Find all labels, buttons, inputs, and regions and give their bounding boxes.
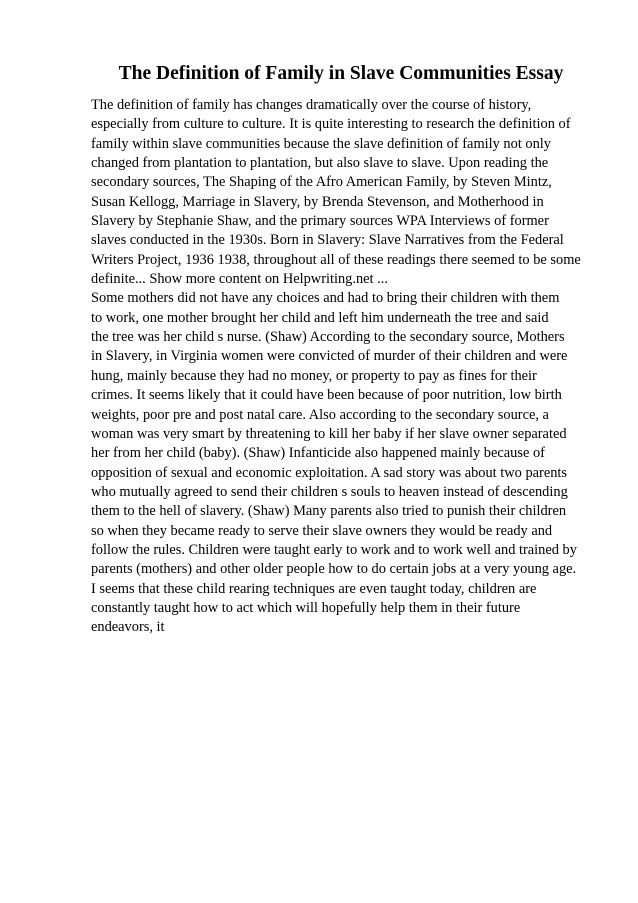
- body-line: her from her child (baby). (Shaw) Infanticide also happened mainly because of: [91, 445, 545, 462]
- body-line: hung, mainly because they had no money, or property to pay as fines for their: [91, 367, 537, 384]
- body-line: opposition of sexual and economic exploitation. A sad story was about two parents: [91, 464, 568, 481]
- body-line: constantly taught how to act which will hopefully help them in their future: [91, 599, 521, 616]
- document-body: [91, 96, 591, 638]
- body-line: weights, poor pre and post natal care. Also according to the secondary source, a: [91, 406, 549, 423]
- body-line: follow the rules. Children were taught early to work and to work well and trained by: [91, 541, 577, 558]
- body-line: Some mothers did not have any choices and had to bring their children with them: [91, 290, 560, 307]
- body-line: so when they became ready to serve their slave owners they would be ready and: [91, 522, 553, 539]
- body-line: Writers Project, 1936 1938, throughout all of these readings there seemed to be some: [91, 251, 581, 268]
- body-line: to work, one mother brought her child and left him underneath the tree and said: [91, 309, 549, 326]
- body-line: especially from culture to culture. It is quite interesting to research the definition of: [91, 116, 571, 133]
- body-line: family within slave communities because the slave definition of family not only: [91, 135, 551, 152]
- body-line: secondary sources, The Shaping of the Afro American Family, by Steven Mintz,: [91, 174, 552, 191]
- body-line: in Slavery, in Virginia women were convicted of murder of their children and were: [91, 348, 568, 365]
- body-line: Susan Kellogg, Marriage in Slavery, by Brenda Stevenson, and Motherhood in: [91, 193, 544, 210]
- document-title: The Definition of Family in Slave Communities Essay: [118, 63, 564, 84]
- body-line: slaves conducted in the 1930s. Born in Slavery: Slave Narratives from the Federal: [91, 232, 564, 249]
- body-line: crimes. It seems likely that it could have been because of poor nutrition, low birth: [91, 387, 562, 404]
- body-line: changed from plantation to plantation, but also slave to slave. Upon reading the: [91, 155, 549, 172]
- body-line: them to the hell of slavery. (Shaw) Many parents also tried to punish their children: [91, 503, 567, 520]
- body-line: the tree was her child s nurse. (Shaw) According to the secondary source, Mothers: [91, 329, 565, 346]
- body-line: The definition of family has changes dramatically over the course of history,: [91, 97, 532, 113]
- body-line: parents (mothers) and other older people how to do certain jobs at a very young age.: [91, 561, 577, 578]
- body-line: endeavors, it: [91, 619, 165, 636]
- body-line: definite... Show more content on Helpwriting.net ...: [91, 271, 388, 288]
- body-line: woman was very smart by threatening to kill her baby if her slave owner separated: [91, 425, 567, 442]
- body-line: I seems that these child rearing techniques are even taught today, children are: [91, 580, 537, 597]
- body-line: who mutually agreed to send their children s souls to heaven instead of descending: [91, 483, 568, 500]
- body-line: Slavery by Stephanie Shaw, and the primary sources WPA Interviews of former: [91, 213, 549, 230]
